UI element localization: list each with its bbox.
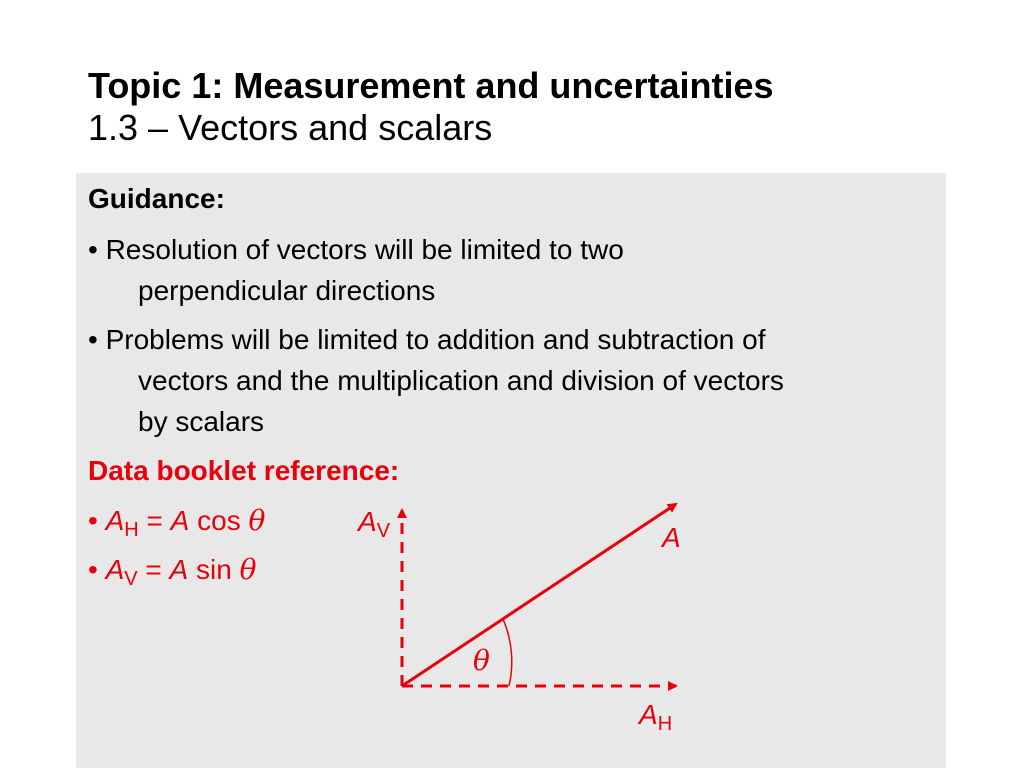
- formula-1-lhs-sub: H: [124, 519, 139, 541]
- bullet-2-line-2: vectors and the multiplication and division of vectors: [138, 365, 784, 396]
- title-block: [88, 64, 774, 148]
- formula-2-lhs-sub: V: [124, 568, 138, 590]
- formula-1-equals: =: [146, 505, 163, 536]
- formula-1-func: cos: [197, 505, 241, 536]
- formula-2-lhs: A: [105, 554, 125, 585]
- slide-title: Topic 1: Measurement and uncertainties: [88, 65, 774, 106]
- bullet-2-line-1: • Problems will be limited to addition and subtraction of: [88, 324, 766, 355]
- formula-1-lhs: A: [105, 505, 125, 536]
- formula-2-angle: θ: [239, 553, 257, 586]
- angle-arc: [503, 619, 512, 686]
- angle-label: θ: [473, 644, 490, 677]
- resultant-vector-label: A: [662, 522, 681, 553]
- formula-2-equals: =: [145, 554, 162, 585]
- formula-1-rhs: A: [170, 505, 190, 536]
- slide-subtitle: 1.3 – Vectors and scalars: [88, 107, 493, 148]
- formula-2-bullet: •: [88, 554, 98, 585]
- formula-1-angle: θ: [248, 504, 266, 537]
- data-booklet-heading: Data booklet reference:: [88, 455, 400, 486]
- vector-resolution-diagram: [76, 173, 946, 768]
- formula-2-func: sin: [196, 554, 232, 585]
- bullet-1-line-1: • Resolution of vectors will be limited to two: [88, 234, 624, 265]
- bullet-2-line-3: by scalars: [138, 406, 265, 437]
- bullet-1-line-2: perpendicular directions: [138, 275, 436, 306]
- formula-2-rhs: A: [169, 554, 189, 585]
- vertical-component-label: $A_V$: [358, 506, 391, 542]
- guidance-heading: Guidance:: [88, 183, 225, 214]
- horizontal-component-label: $A_H$: [639, 699, 673, 735]
- formula-1-bullet: •: [88, 505, 98, 536]
- content-panel: [76, 173, 946, 768]
- resultant-vector-arrow: [402, 504, 676, 686]
